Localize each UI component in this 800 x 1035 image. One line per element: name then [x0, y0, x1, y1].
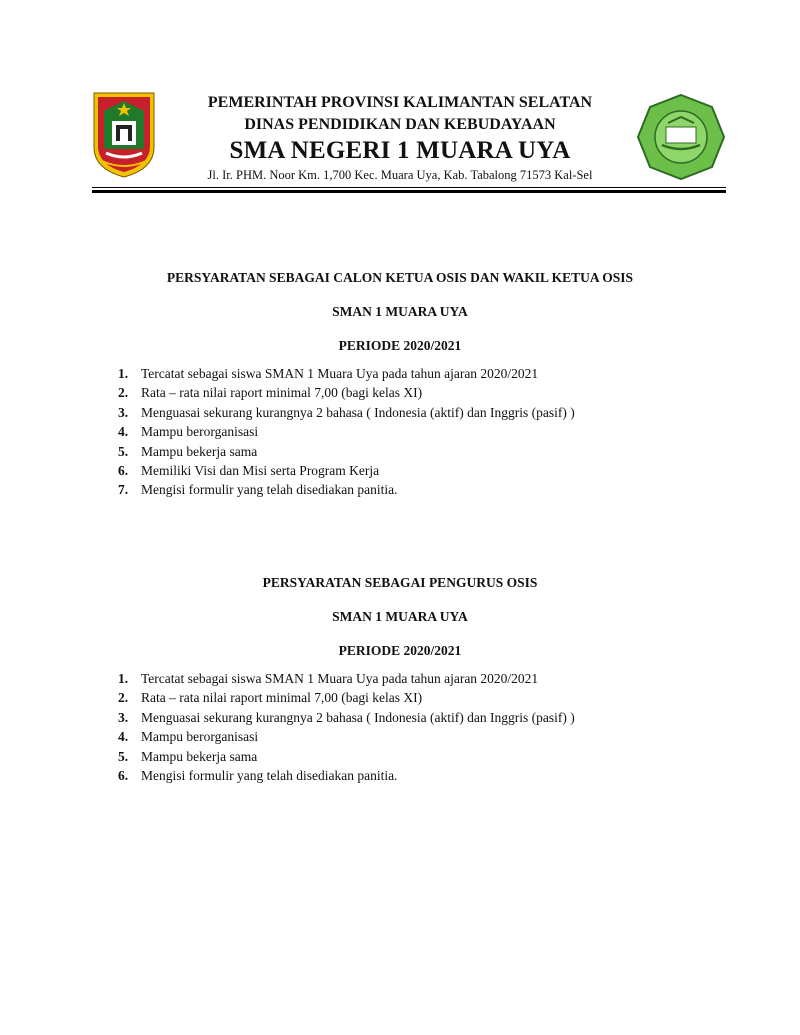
letterhead-rule-thin: [92, 187, 726, 188]
school-address: Jl. Ir. PHM. Noor Km. 1,700 Kec. Muara Uya, Kab. Tabalong 71573 Kal-Sel: [207, 168, 593, 182]
list-item: 6. Memiliki Visi dan Misi serta Program Kerja: [118, 463, 380, 479]
letterhead-text: [170, 92, 630, 184]
list-item: 3. Menguasai sekurang kurangnya 2 bahasa ( Indonesia (aktif) dan Inggris (pasif) ): [118, 709, 575, 725]
section-candidate-requirements: [0, 268, 800, 356]
section-school: SMAN 1 MUARA UYA: [332, 609, 468, 624]
section-period: PERIODE 2020/2021: [338, 338, 462, 353]
letterhead-rule-thick: [92, 190, 726, 193]
candidate-requirements-list: [118, 364, 718, 500]
section-board-requirements: [0, 573, 800, 661]
section-period: PERIODE 2020/2021: [338, 643, 462, 658]
section-title: PERSYARATAN SEBAGAI CALON KETUA OSIS DAN WAKIL KETUA OSIS: [166, 270, 634, 285]
list-item: 3. Menguasai sekurang kurangnya 2 bahasa ( Indonesia (aktif) dan Inggris (pasif) ): [118, 404, 575, 420]
list-item: 1. Tercatat sebagai siswa SMAN 1 Muara Uya pada tahun ajaran 2020/2021: [118, 366, 539, 381]
government-line: PEMERINTAH PROVINSI KALIMANTAN SELATAN: [207, 94, 593, 111]
list-item: 7. Mengisi formulir yang telah disediakan panitia.: [118, 482, 398, 498]
provincial-crest-icon: [92, 91, 156, 179]
list-item: 2. Rata – rata nilai raport minimal 7,00 (bagi kelas XI): [118, 385, 423, 401]
section-title: PERSYARATAN SEBAGAI PENGURUS OSIS: [262, 575, 538, 590]
list-item: 4. Mampu berorganisasi: [118, 424, 259, 440]
list-item: 4. Mampu berorganisasi: [118, 729, 259, 745]
school-emblem-icon: [636, 93, 726, 181]
letterhead: [0, 0, 800, 200]
list-item: 6. Mengisi formulir yang telah disediakan panitia.: [118, 768, 398, 784]
section-school: SMAN 1 MUARA UYA: [332, 304, 468, 319]
list-item: 5. Mampu bekerja sama: [118, 748, 258, 764]
list-item: 2. Rata – rata nilai raport minimal 7,00 (bagi kelas XI): [118, 690, 423, 706]
board-requirements-list: [118, 669, 718, 785]
list-item: 5. Mampu bekerja sama: [118, 443, 258, 459]
list-item: 1. Tercatat sebagai siswa SMAN 1 Muara Uya pada tahun ajaran 2020/2021: [118, 671, 539, 686]
department-line: DINAS PENDIDIKAN DAN KEBUDAYAAN: [244, 116, 556, 133]
school-name: SMA NEGERI 1 MUARA UYA: [229, 137, 571, 164]
